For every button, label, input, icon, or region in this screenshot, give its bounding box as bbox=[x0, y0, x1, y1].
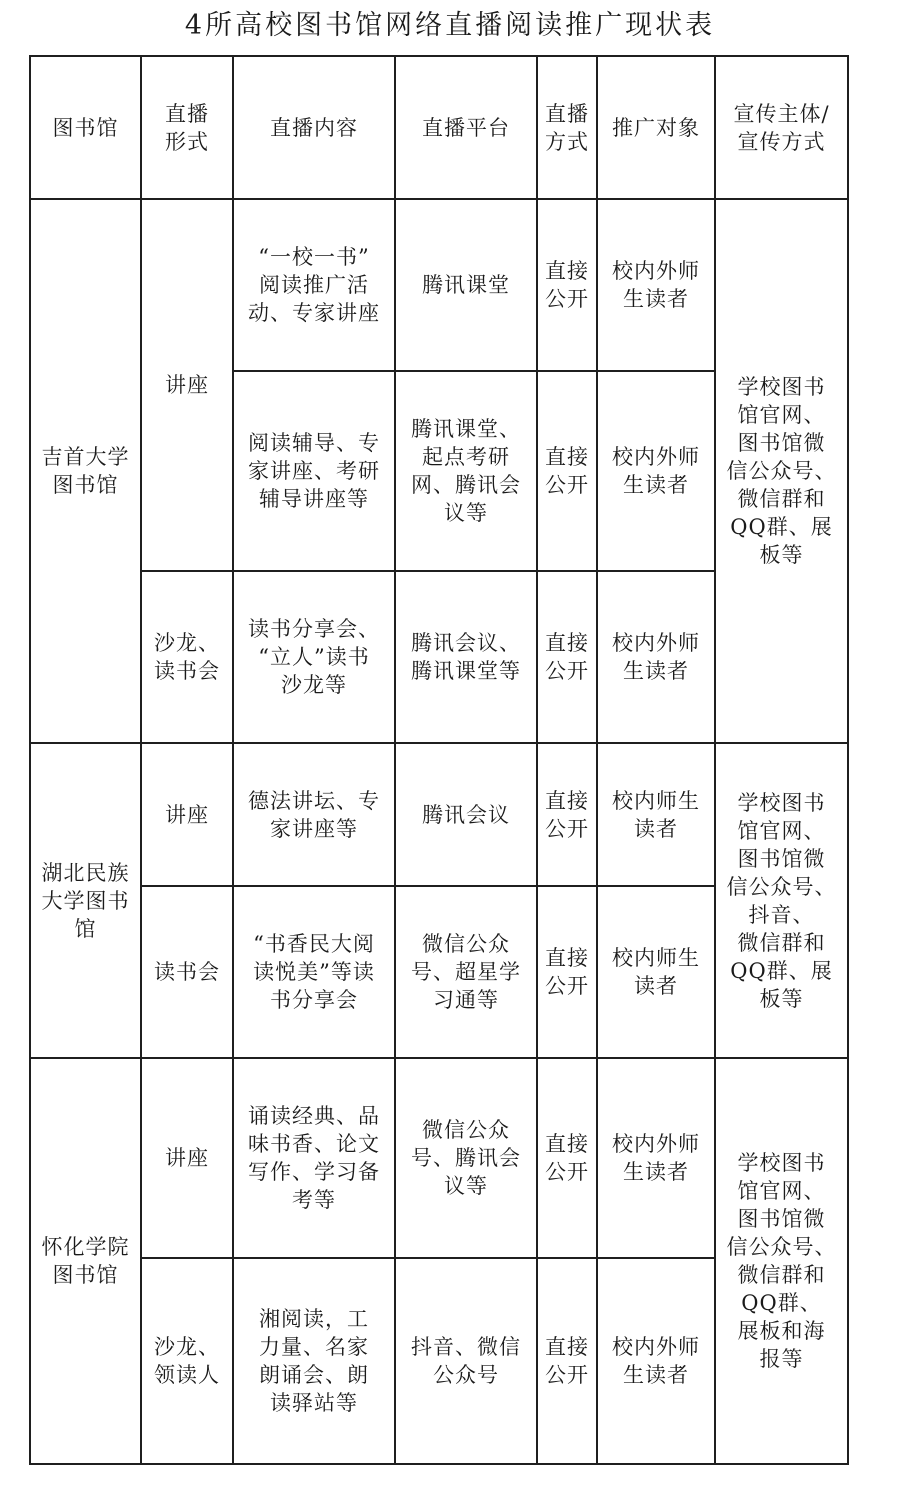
form-cell: 讲座 bbox=[141, 199, 233, 571]
header-target: 推广对象 bbox=[597, 56, 715, 199]
publicity-cell: 学校图书 馆官网、 图书馆微 信公众号、 抖音、 微信群和 QQ群、展 板等 bbox=[715, 743, 848, 1058]
header-publicity: 宣传主体/ 宣传方式 bbox=[715, 56, 848, 199]
header-row bbox=[30, 56, 848, 199]
mode-cell: 直接 公开 bbox=[537, 886, 597, 1058]
mode-cell: 直接 公开 bbox=[537, 1058, 597, 1258]
header-content: 直播内容 bbox=[233, 56, 395, 199]
content-cell: 阅读辅导、专 家讲座、考研 辅导讲座等 bbox=[233, 371, 395, 571]
table-row bbox=[30, 1058, 848, 1258]
library-name-cell: 吉首大学 图书馆 bbox=[30, 199, 141, 743]
mode-cell: 直接 公开 bbox=[537, 743, 597, 886]
target-cell: 校内外师 生读者 bbox=[597, 571, 715, 743]
target-cell: 校内师生 读者 bbox=[597, 743, 715, 886]
target-cell: 校内外师 生读者 bbox=[597, 1058, 715, 1258]
platform-cell: 微信公众 号、腾讯会 议等 bbox=[395, 1058, 537, 1258]
mode-cell: 直接 公开 bbox=[537, 1258, 597, 1464]
mode-cell: 直接 公开 bbox=[537, 571, 597, 743]
form-cell: 沙龙、 读书会 bbox=[141, 571, 233, 743]
table-row bbox=[30, 743, 848, 886]
form-cell: 沙龙、 领读人 bbox=[141, 1258, 233, 1464]
content-cell: 诵读经典、品 味书香、论文 写作、学习备 考等 bbox=[233, 1058, 395, 1258]
platform-cell: 微信公众 号、超星学 习通等 bbox=[395, 886, 537, 1058]
content-cell: 读书分享会、 “立人”读书 沙龙等 bbox=[233, 571, 395, 743]
library-name-cell: 湖北民族 大学图书 馆 bbox=[30, 743, 141, 1058]
publicity-cell: 学校图书 馆官网、 图书馆微 信公众号、 微信群和 QQ群、展 板等 bbox=[715, 199, 848, 743]
form-cell: 读书会 bbox=[141, 886, 233, 1058]
platform-cell: 抖音、微信 公众号 bbox=[395, 1258, 537, 1464]
publicity-cell: 学校图书 馆官网、 图书馆微 信公众号、 微信群和 QQ群、 展板和海 报等 bbox=[715, 1058, 848, 1464]
target-cell: 校内外师 生读者 bbox=[597, 371, 715, 571]
platform-cell: 腾讯课堂 bbox=[395, 199, 537, 371]
header-mode: 直播 方式 bbox=[537, 56, 597, 199]
target-cell: 校内外师 生读者 bbox=[597, 199, 715, 371]
mode-cell: 直接 公开 bbox=[537, 199, 597, 371]
form-cell: 讲座 bbox=[141, 743, 233, 886]
form-cell: 讲座 bbox=[141, 1058, 233, 1258]
library-name-cell: 怀化学院 图书馆 bbox=[30, 1058, 141, 1464]
header-library: 图书馆 bbox=[30, 56, 141, 199]
library-live-reading-table bbox=[29, 55, 849, 1465]
table-row bbox=[30, 199, 848, 371]
content-cell: 德法讲坛、专 家讲座等 bbox=[233, 743, 395, 886]
content-cell: “一校一书” 阅读推广活 动、专家讲座 bbox=[233, 199, 395, 371]
table-title: 4所高校图书馆网络直播阅读推广现状表 bbox=[184, 10, 716, 41]
header-platform: 直播平台 bbox=[395, 56, 537, 199]
header-form: 直播 形式 bbox=[141, 56, 233, 199]
target-cell: 校内外师 生读者 bbox=[597, 1258, 715, 1464]
mode-cell: 直接 公开 bbox=[537, 371, 597, 571]
content-cell: “书香民大阅 读悦美”等读 书分享会 bbox=[233, 886, 395, 1058]
platform-cell: 腾讯会议 bbox=[395, 743, 537, 886]
target-cell: 校内师生 读者 bbox=[597, 886, 715, 1058]
content-cell: 湘阅读，工 力量、名家 朗诵会、朗 读驿站等 bbox=[233, 1258, 395, 1464]
platform-cell: 腾讯课堂、 起点考研 网、腾讯会 议等 bbox=[395, 371, 537, 571]
platform-cell: 腾讯会议、 腾讯课堂等 bbox=[395, 571, 537, 743]
